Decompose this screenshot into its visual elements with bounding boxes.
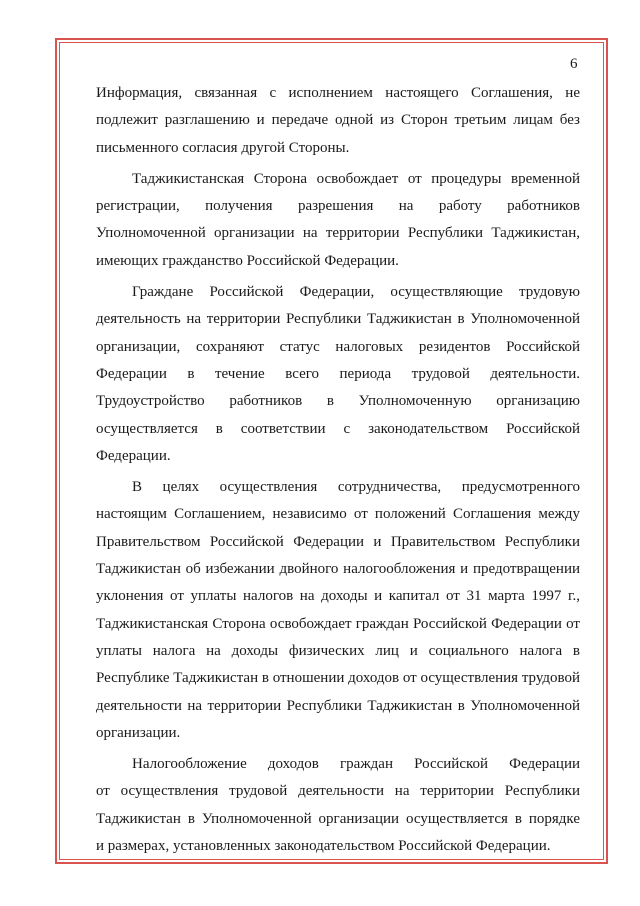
text-line: Федерации в течение всего периода трудовой деятельности.	[96, 365, 580, 382]
text-line: от осуществления трудовой деятельности на территории Республики	[96, 783, 580, 800]
text-line: подлежит разглашению и передаче одной из Сторон третьим лицам без	[96, 112, 580, 129]
text-line: имеющих гражданство Российской Федерации.	[96, 252, 399, 269]
text-line: настоящим Соглашением, независимо от положений Соглашения между	[96, 506, 580, 523]
page-number: 6	[570, 56, 578, 72]
paragraph-confidentiality	[96, 80, 580, 162]
text-line: уклонения от уплаты налогов на доходы и капитал от 31 марта 1997 г.,	[96, 588, 580, 605]
text-line: регистрации, получения разрешения на работу работников	[96, 198, 580, 215]
text-line: осуществляется в соответствии с законодательством Российской	[96, 420, 580, 437]
text-line: Трудоустройство работников в Уполномоченную организацию	[96, 393, 580, 410]
text-line: Таджикистан в Уполномоченной организации осуществляется в порядке	[96, 810, 580, 827]
text-line: Федерации.	[96, 447, 171, 464]
text-line: организации, сохраняют статус налоговых резидентов Российской	[96, 338, 580, 355]
document-body	[96, 80, 580, 864]
text-line: Таджикистанская Сторона освобождает от процедуры временной	[132, 170, 580, 187]
text-line: и размерах, установленных законодательством Российской Федерации.	[96, 838, 551, 855]
paragraph-tax-residency	[96, 279, 580, 470]
text-line: Таджикистан об избежании двойного налогообложения и предотвращении	[96, 561, 580, 578]
text-line: Республике Таджикистан в отношении доходов от осуществления трудовой	[96, 670, 581, 687]
paragraph-double-taxation	[96, 474, 580, 747]
text-line: Граждане Российской Федерации, осуществляющие трудовую	[132, 284, 580, 301]
text-line: Таджикистанская Сторона освобождает граждан Российской Федерации от	[96, 615, 580, 632]
text-line: Уполномоченной организации на территории Республики Таджикистан,	[96, 225, 580, 242]
text-line: Налогообложение доходов граждан Российской Федерации	[132, 756, 580, 773]
text-line: Правительством Российской Федерации и Правительством Республики	[96, 533, 580, 550]
text-line: деятельность на территории Республики Таджикистан в Уполномоченной	[96, 311, 580, 328]
text-line: Информация, связанная с исполнением настоящего Соглашения, не	[96, 85, 580, 101]
text-line: письменного согласия другой Стороны.	[96, 139, 350, 156]
paragraph-income-taxation	[96, 751, 580, 860]
paragraph-registration-exemption	[96, 166, 580, 275]
text-line: уплаты налога на доходы физических лиц и социального налога в	[96, 642, 580, 659]
text-line: организации.	[96, 724, 181, 741]
text-line: деятельности на территории Республики Таджикистан в Уполномоченной	[96, 697, 580, 714]
text-line: В целях осуществления сотрудничества, предусмотренного	[132, 479, 580, 496]
